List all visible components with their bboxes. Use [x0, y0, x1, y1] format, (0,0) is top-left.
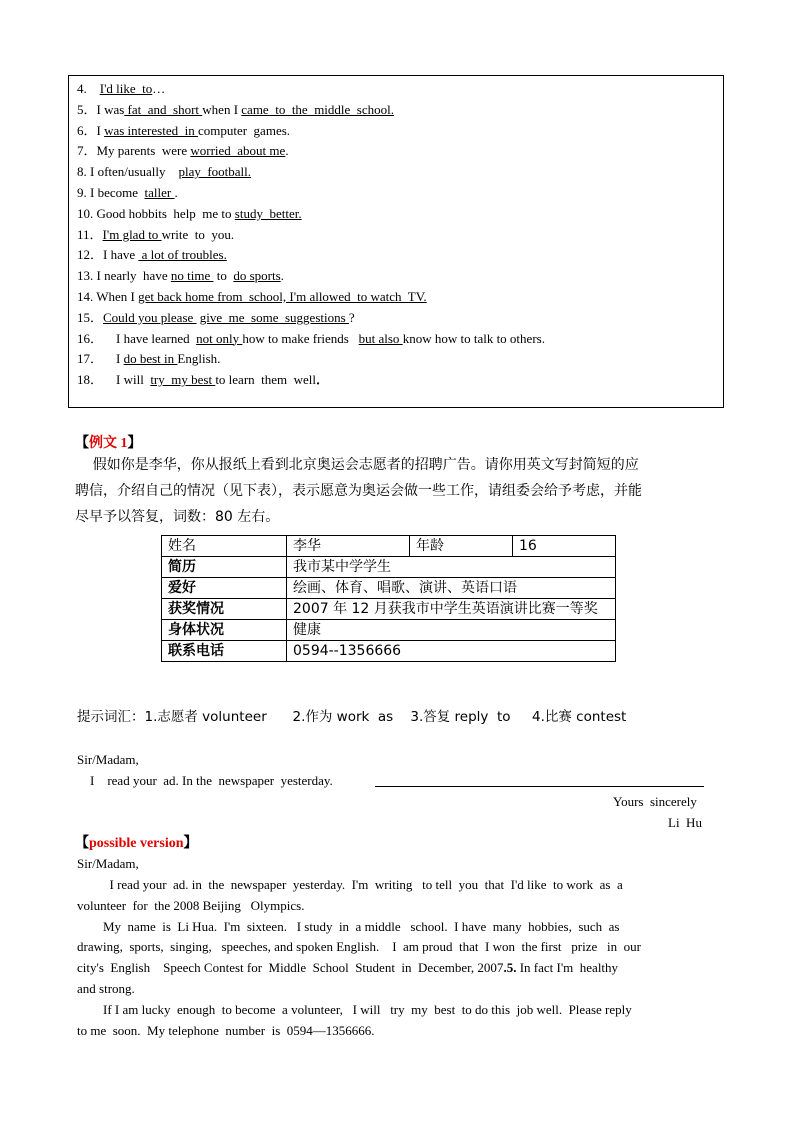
text-segment: ?: [348, 309, 355, 325]
version-line: [77, 874, 623, 895]
text-segment: give me some suggestions: [199, 309, 349, 325]
text-segment: study better.: [234, 205, 302, 221]
version-line: [77, 936, 641, 957]
age-value: 16: [513, 536, 616, 557]
text-segment: no time: [170, 268, 214, 284]
bracket-open: 【: [75, 836, 89, 851]
text-segment: English.: [177, 351, 221, 367]
letter-opening: I read your ad. In the newspaper yesterday.: [77, 773, 333, 788]
text-segment: .: [280, 268, 284, 284]
exercise-line: [77, 224, 234, 245]
text-segment: do best in: [123, 351, 178, 367]
exercise-line: [77, 203, 302, 224]
name-label: 姓名: [162, 536, 287, 557]
text-segment: 15．: [77, 309, 104, 325]
text-segment: Could you please: [103, 309, 197, 325]
text-segment: My name is Li Hua. I'm sixteen. I study in a middle school. I have many hobbies, such as: [77, 918, 620, 934]
exercise-line: [77, 244, 227, 265]
table-row: [162, 536, 616, 557]
version-line: [77, 916, 619, 937]
row-label: 身体状况: [162, 620, 287, 641]
text-segment: not only: [196, 330, 243, 346]
exercise-line: [77, 307, 355, 328]
version-line: [77, 957, 618, 978]
bracket-open: 【: [75, 436, 89, 451]
exercise-line: [77, 348, 220, 369]
text-segment: 6．I: [77, 122, 105, 138]
exercise-line: [77, 140, 289, 161]
text-segment: 5．I was: [77, 101, 125, 117]
table-row: [162, 578, 616, 599]
text-segment: .5.: [503, 960, 517, 976]
text-segment: computer games.: [197, 122, 291, 138]
exercise-line: [77, 328, 545, 349]
text-segment: know how to talk to others.: [402, 330, 545, 346]
exercise-line: [77, 182, 178, 203]
version-salutation: Sir/Madam,: [77, 856, 139, 871]
exercise-line: [77, 369, 329, 390]
row-label: 爱好: [162, 578, 287, 599]
text-segment: a lot of troubles.: [138, 247, 227, 263]
row-label: 简历: [162, 557, 287, 578]
name-value: 李华: [287, 536, 410, 557]
text-segment: 7．My parents were: [77, 143, 191, 159]
text-segment: …: [152, 81, 166, 96]
text-segment: was interested in: [104, 122, 198, 138]
text-segment: fat and short: [124, 101, 203, 117]
example-heading: [75, 432, 142, 452]
text-segment: If I am lucky enough to become a volunteer, I will try my best to do this job well. Please reply: [77, 1001, 632, 1017]
hint-words: 提示词汇：1.志愿者 volunteer 2.作为 work as 3.答复 reply to 4.比赛 contest: [77, 709, 627, 725]
exercise-line: [77, 78, 165, 99]
row-value: 0594--1356666: [287, 641, 616, 662]
text-segment: 18． I will: [77, 372, 151, 388]
text-segment: came to the middle school.: [241, 101, 394, 117]
text-segment: to me soon. My telephone number is 0594—1356666.: [77, 1022, 375, 1038]
prompt-line: 假如你是李华，你从报纸上看到北京奥运会志愿者的招聘广告。请你用英文写封简短的应: [75, 457, 639, 473]
row-value: 2007 年 12 月获我市中学生英语演讲比赛一等奖: [287, 599, 616, 620]
text-segment: drawing, sports, singing, speeches, and spoken English. I am proud that I won the first prize in our: [77, 939, 641, 955]
exercise-line: [77, 286, 427, 307]
letter-signature: Li Hu: [668, 815, 702, 830]
text-segment: do sports: [233, 268, 281, 284]
text-segment: .: [285, 143, 289, 159]
row-label: 获奖情况: [162, 599, 287, 620]
text-segment: In fact I'm healthy: [516, 960, 619, 976]
text-segment: when I: [202, 101, 242, 117]
blank-line: [375, 786, 704, 787]
prompt-line: 聘信，介绍自己的情况（见下表），表示愿意为奥运会做一些工作，请组委会给予考虑，并能: [75, 483, 642, 499]
text-segment: and strong.: [77, 981, 135, 996]
text-segment: how to make friends: [242, 330, 359, 346]
text-segment: 10. Good hobbits help me to: [77, 205, 235, 221]
text-segment: play football.: [178, 164, 252, 180]
exercise-line: [77, 265, 284, 286]
text-segment: write to you.: [161, 226, 235, 242]
row-value: 绘画、体育、唱歌、演讲、英语口语: [287, 578, 616, 599]
text-segment: I read your ad. in the newspaper yesterday. I'm writing to tell you that I'd like to work as a: [77, 877, 623, 892]
text-segment: .: [174, 185, 178, 200]
age-label: 年龄: [410, 536, 513, 557]
text-segment: to: [213, 268, 234, 284]
table-row: [162, 599, 616, 620]
bracket-close: 】: [183, 836, 198, 851]
text-segment: 13. I nearly have: [77, 268, 171, 284]
letter-closing: Yours sincerely: [613, 794, 697, 809]
text-segment: I'm glad to: [102, 226, 162, 242]
text-segment: 14. When I: [77, 289, 139, 304]
info-table: [161, 535, 616, 662]
row-value: 我市某中学学生: [287, 557, 616, 578]
version-line: [77, 895, 304, 916]
bracket-close: 】: [127, 436, 142, 451]
possible-version-title: possible version: [89, 836, 184, 851]
version-line: [77, 999, 632, 1020]
text-segment: 11．: [77, 226, 103, 242]
text-segment: 16． I have learned: [77, 330, 197, 346]
table-row: [162, 620, 616, 641]
text-segment: 4.: [77, 81, 100, 96]
version-line: [77, 978, 135, 999]
exercise-line: [77, 161, 251, 182]
text-segment: I'd like to: [99, 81, 153, 96]
exercise-line: [77, 120, 290, 141]
letter-salutation: Sir/Madam,: [77, 752, 139, 767]
text-segment: taller: [144, 185, 175, 200]
text-segment: get back home from school, I'm allowed to watch TV.: [138, 289, 427, 304]
example-prompt: [75, 452, 642, 530]
table-row: [162, 641, 616, 662]
example-title: 例文 1: [89, 436, 128, 451]
text-segment: 9. I become: [77, 185, 145, 200]
text-segment: 12．I have: [77, 247, 139, 263]
table-row: [162, 557, 616, 578]
text-segment: city's English Speech Contest for Middle School Student in December, 2007: [77, 960, 504, 976]
version-line: [77, 1020, 375, 1041]
text-segment: ．: [316, 372, 330, 388]
possible-version-heading: [75, 832, 198, 852]
text-segment: but also: [358, 330, 403, 346]
prompt-line: 尽早予以答复，词数：80 左右。: [75, 509, 280, 525]
row-label: 联系电话: [162, 641, 287, 662]
exercise-line: [77, 99, 394, 120]
row-value: 健康: [287, 620, 616, 641]
text-segment: 8. I often/usually: [77, 164, 179, 180]
text-segment: worried about me: [190, 143, 286, 159]
text-segment: 17． I: [77, 351, 124, 367]
text-segment: volunteer for the 2008 Beijing Olympics.: [77, 897, 305, 913]
text-segment: to learn them well: [215, 372, 317, 388]
text-segment: try my best: [150, 372, 216, 388]
